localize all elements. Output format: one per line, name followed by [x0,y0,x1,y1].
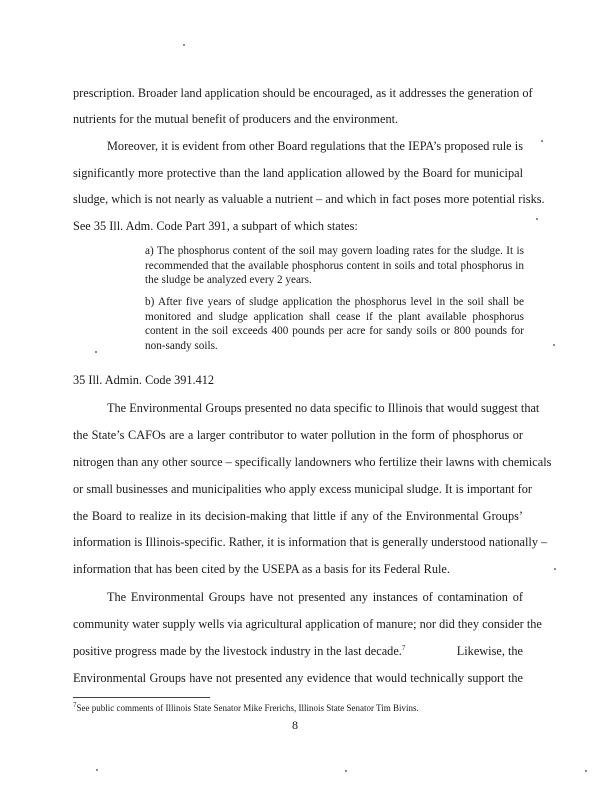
scan-speck [95,351,97,353]
paragraph-line: The Environmental Groups presented no data specific to Illinois that would suggest that [107,401,540,415]
paragraph-line: nitrogen than any other source – specifically landowners who fertilize their lawns with chemicals [73,455,552,469]
scan-speck [536,218,538,220]
citation: 35 Ill. Admin. Code 391.412 [73,373,215,387]
paragraph-line: information that has been cited by the USEPA as a basis for its Federal Rule. [73,562,450,576]
paragraph-line: information is Illinois-specific. Rather, it is information that is generally understood nationally – [73,535,548,549]
footnote-number: 7 [73,701,77,709]
page-number: 8 [292,718,298,732]
paragraph-line: or small businesses and municipalities who apply excess municipal sludge. It is important for [73,482,533,496]
scan-speck [585,770,587,772]
scan-speck [345,770,347,772]
block-quote-item-a: a) The phosphorus content of the soil may govern loading rates for the sludge. It is recommended that the available phosphorus content in soils and total phosphorus in the sludge be analyzed every 2 years. [145,245,524,286]
paragraph-line-start [73,644,405,658]
paragraph-line: See 35 Ill. Adm. Code Part 391, a subpart of which states: [73,219,358,233]
paragraph-line: significantly more protective than the land application allowed by the Board for municipal [73,166,523,180]
scan-speck [96,769,98,771]
block-quote-item-b: b) After five years of sludge application the phosphorus level in the soil shall be monitored and sludge application shall cease if the plant available phosphorus content in the soil exceeds 400 pounds per acre for sandy soils or 800 pounds for non-sandy soils. [145,296,524,352]
paragraph-line: nutrients for the mutual benefit of producers and the environment. [73,112,399,126]
paragraph-line: the Board to realize in its decision-making that little if any of the Environmental Groups’ [73,509,523,523]
scan-speck [553,344,555,346]
paragraph-line: The Environmental Groups have not presented any instances of contamination of [107,590,523,604]
paragraph-line-end: Likewise, the [456,644,523,658]
paragraph-line: prescription. Broader land application should be encouraged, as it addresses the generation of [73,86,533,100]
footnote [73,703,419,714]
paragraph-line: Moreover, it is evident from other Board regulations that the IEPA’s proposed rule is [107,139,523,153]
footnote-reference: 7 [401,643,406,652]
paragraph-line-text: positive progress made by the livestock industry in the last decade. [73,644,402,658]
paragraph-line: the State’s CAFOs are a larger contributor to water pollution in the form of phosphorus or [73,428,523,442]
paragraph-line: sludge, which is not nearly as valuable a nutrient – and which in fact poses more potential risks. [73,192,545,206]
scan-speck [541,140,543,142]
paragraph-line [73,644,523,658]
scan-speck [183,44,185,46]
scan-speck [554,568,556,570]
paragraph-line: Environmental Groups have not presented any evidence that would technically support the [73,671,523,685]
paragraph-line: community water supply wells via agricultural application of manure; nor did they consider the [73,617,542,631]
footnote-divider [73,697,210,698]
footnote-text: See public comments of Illinois State Senator Mike Frerichs, Illinois State Senator Tim Bivins. [76,703,419,713]
